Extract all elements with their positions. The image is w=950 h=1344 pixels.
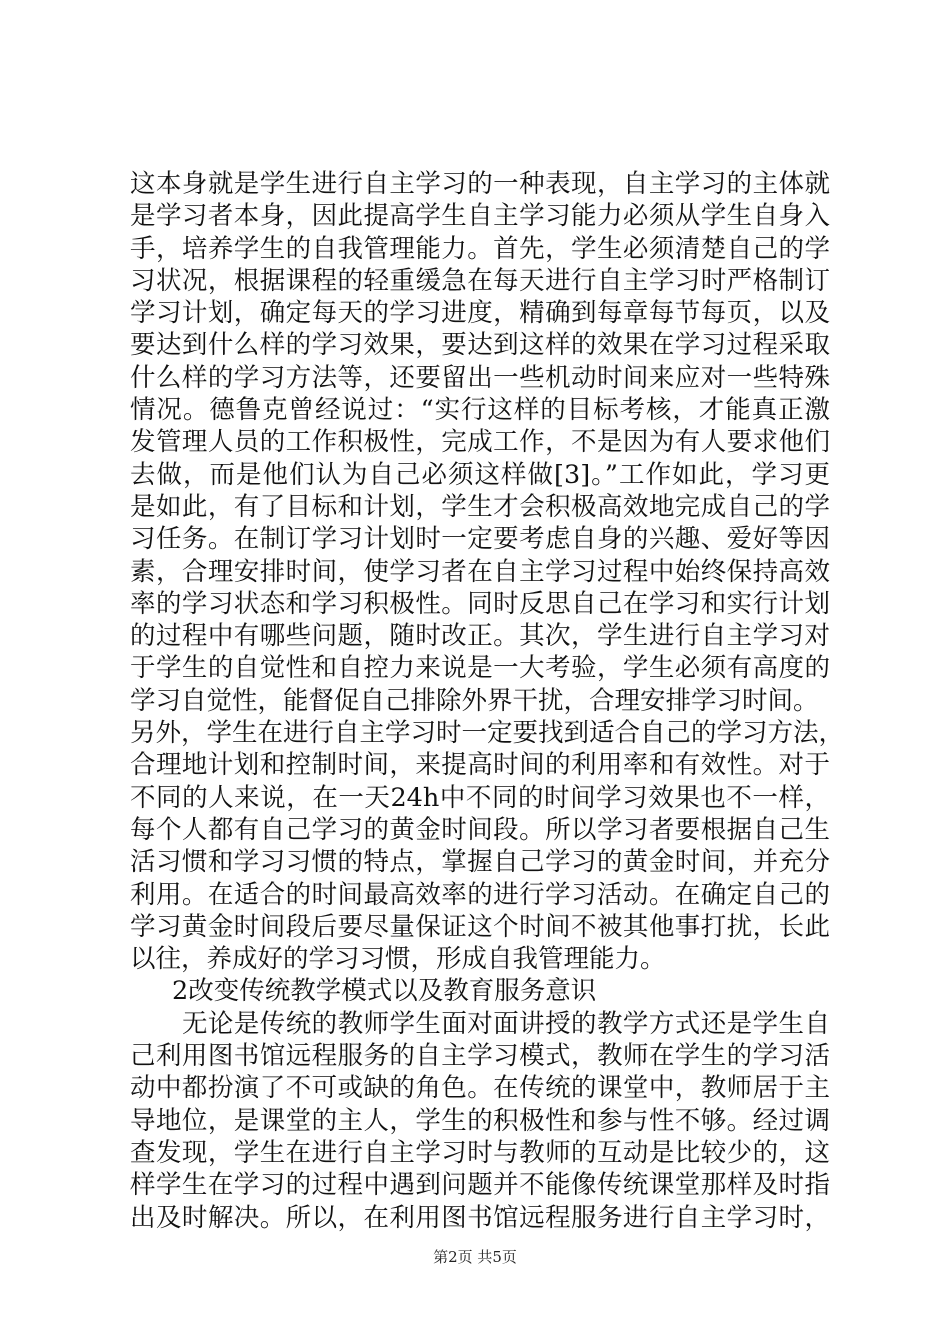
text-line: 情况。德鲁克曾经说过：“实行这样的目标考核，才能真正激 bbox=[130, 395, 830, 426]
text-line: 查发现，学生在进行自主学习时与教师的互动是比较少的，这 bbox=[130, 1137, 830, 1168]
section-heading: 2改变传统教学模式以及教育服务意识 bbox=[172, 976, 597, 1007]
page-footer: 第2页 共5页 bbox=[433, 1248, 517, 1266]
text-line: 什么样的学习方法等，还要留出一些机动时间来应对一些特殊 bbox=[130, 362, 830, 393]
text-line: 学习黄金时间段后要尽量保证这个时间不被其他事打扰，长此 bbox=[130, 911, 830, 942]
text-line: 学习计划，确定每天的学习进度，精确到每章每节每页，以及 bbox=[130, 298, 830, 329]
paragraph-1 bbox=[130, 168, 845, 975]
text-line: 习状况，根据课程的轻重缓急在每天进行自主学习时严格制订 bbox=[130, 265, 830, 296]
text-line: 这本身就是学生进行自主学习的一种表现，自主学习的主体就 bbox=[130, 169, 830, 199]
text-line: 习任务。在制订学习计划时一定要考虑自身的兴趣、爱好等因 bbox=[130, 524, 830, 555]
text-line: 的过程中有哪些问题，随时改正。其次，学生进行自主学习对 bbox=[130, 621, 830, 652]
text-line: 不同的人来说，在一天24h中不同的时间学习效果也不一样， bbox=[130, 782, 830, 813]
text-line: 活习惯和学习习惯的特点，掌握自己学习的黄金时间，并充分 bbox=[130, 847, 830, 878]
body-text bbox=[130, 168, 845, 1234]
text-line: 率的学习状态和学习积极性。同时反思自己在学习和实行计划 bbox=[130, 588, 830, 619]
text-line: 样学生在学习的过程中遇到问题并不能像传统课堂那样及时指 bbox=[130, 1170, 830, 1201]
text-line: 每个人都有自己学习的黄金时间段。所以学习者要根据自己生 bbox=[130, 814, 830, 845]
text-line: 动中都扮演了不可或缺的角色。在传统的课堂中，教师居于主 bbox=[130, 1073, 830, 1104]
text-line: 手，培养学生的自我管理能力。首先，学生必须清楚自己的学 bbox=[130, 233, 830, 264]
text-line: 出及时解决。所以，在利用图书馆远程服务进行自主学习时， bbox=[130, 1202, 830, 1233]
text-line: 于学生的自觉性和自控力来说是一大考验，学生必须有高度的 bbox=[130, 653, 830, 684]
text-line: 导地位，是课堂的主人，学生的积极性和参与性不够。经过调 bbox=[130, 1105, 830, 1136]
text-line: 合理地计划和控制时间，来提高时间的利用率和有效性。对于 bbox=[130, 750, 830, 781]
text-line: 要达到什么样的学习效果，要达到这样的效果在学习过程采取 bbox=[130, 330, 830, 361]
text-line: 无论是传统的教师学生面对面讲授的教学方式还是学生自 bbox=[182, 1008, 830, 1039]
text-line: 是学习者本身，因此提高学生自主学习能力必须从学生自身入 bbox=[130, 201, 830, 232]
text-line: 另外，学生在进行自主学习时一定要找到适合自己的学习方法， bbox=[130, 718, 845, 749]
text-line: 是如此，有了目标和计划，学生才会积极高效地完成自己的学 bbox=[130, 491, 830, 522]
text-line: 利用。在适合的时间最高效率的进行学习活动。在确定自己的 bbox=[130, 879, 830, 910]
text-line: 学习自觉性，能督促自己排除外界干扰，合理安排学习时间。 bbox=[130, 685, 819, 716]
text-line: 发管理人员的工作积极性，完成工作，不是因为有人要求他们 bbox=[130, 427, 830, 458]
text-line: 去做，而是他们认为自己必须这样做[3]。”工作如此，学习更 bbox=[130, 459, 830, 490]
text-line: 素，合理安排时间，使学习者在自主学习过程中始终保持高效 bbox=[130, 556, 830, 587]
text-line: 以往，养成好的学习习惯，形成自我管理能力。 bbox=[130, 944, 666, 975]
paragraph-2 bbox=[130, 1008, 830, 1234]
text-line: 己利用图书馆远程服务的自主学习模式，教师在学生的学习活 bbox=[130, 1041, 830, 1072]
